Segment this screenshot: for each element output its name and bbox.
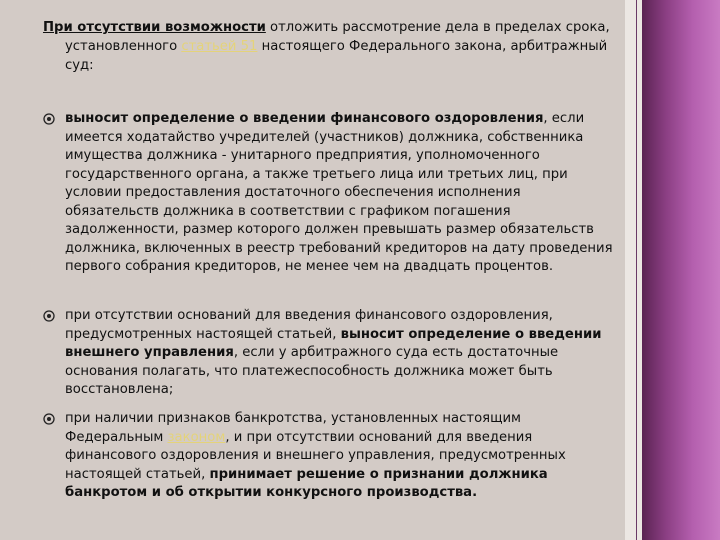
- list-item-text: [65, 307, 615, 400]
- intro-text-1: отложить рассмотрение дела в пределах срока, установленного: [65, 20, 610, 54]
- intro-text-2: настоящего Федерального закона, арбитражный суд:: [65, 39, 608, 73]
- intro-paragraph: [43, 18, 635, 75]
- list-item-body-mid: , и при отсутствии оснований для введения финансового оздоровления и внешнего управления, предусмотренных настоящей статьей,: [65, 429, 566, 482]
- intro-bold: При отсутствии возможности: [43, 20, 266, 35]
- target-bullet-icon: [43, 113, 55, 125]
- list-item-body: при наличии признаков банкротства, установленных настоящим Федеральным: [65, 411, 522, 445]
- list-item-bold: выносит определение о введении внешнего управления: [65, 326, 602, 360]
- list-item-body: при отсутствии оснований для введения финансового оздоровления, предусмотренных настоящей статьей,: [65, 308, 553, 342]
- side-divider: [636, 0, 637, 540]
- list-item-bold: принимает решение о признании должника банкротом и об открытии конкурсного производства.: [65, 466, 548, 500]
- target-bullet-icon: [43, 310, 55, 322]
- decorative-side-band: [642, 0, 720, 540]
- target-bullet-icon: [43, 413, 55, 425]
- list-item-bold: выносит определение о введении финансового оздоровления: [65, 111, 544, 126]
- list-item-body-end: , если у арбитражного суда есть достаточные основания полагать, что платежеспособность должника может быть восстановлена;: [65, 345, 559, 397]
- list-item-text: [65, 110, 615, 277]
- article-link[interactable]: статьей 51: [181, 39, 258, 54]
- list-item-body: , если имеется ходатайство учредителей (участников) должника, собственника имущества должника - унитарного предприятия, уполномоченного государственного органа, а также третьего лица или третьих лиц, при условии предоставления достаточного обеспечения исполнения обязательств должника в соответствии с графиком погашения задолженности, размер которого должен превышать размер обязательств должника, включенных в реестр требований кредиторов на дату проведения первого собрания кредиторов, не менее чем на двадцать процентов.: [65, 111, 613, 274]
- law-link[interactable]: законом: [167, 429, 226, 445]
- side-gap: [625, 0, 642, 540]
- list-item-text: [65, 410, 615, 503]
